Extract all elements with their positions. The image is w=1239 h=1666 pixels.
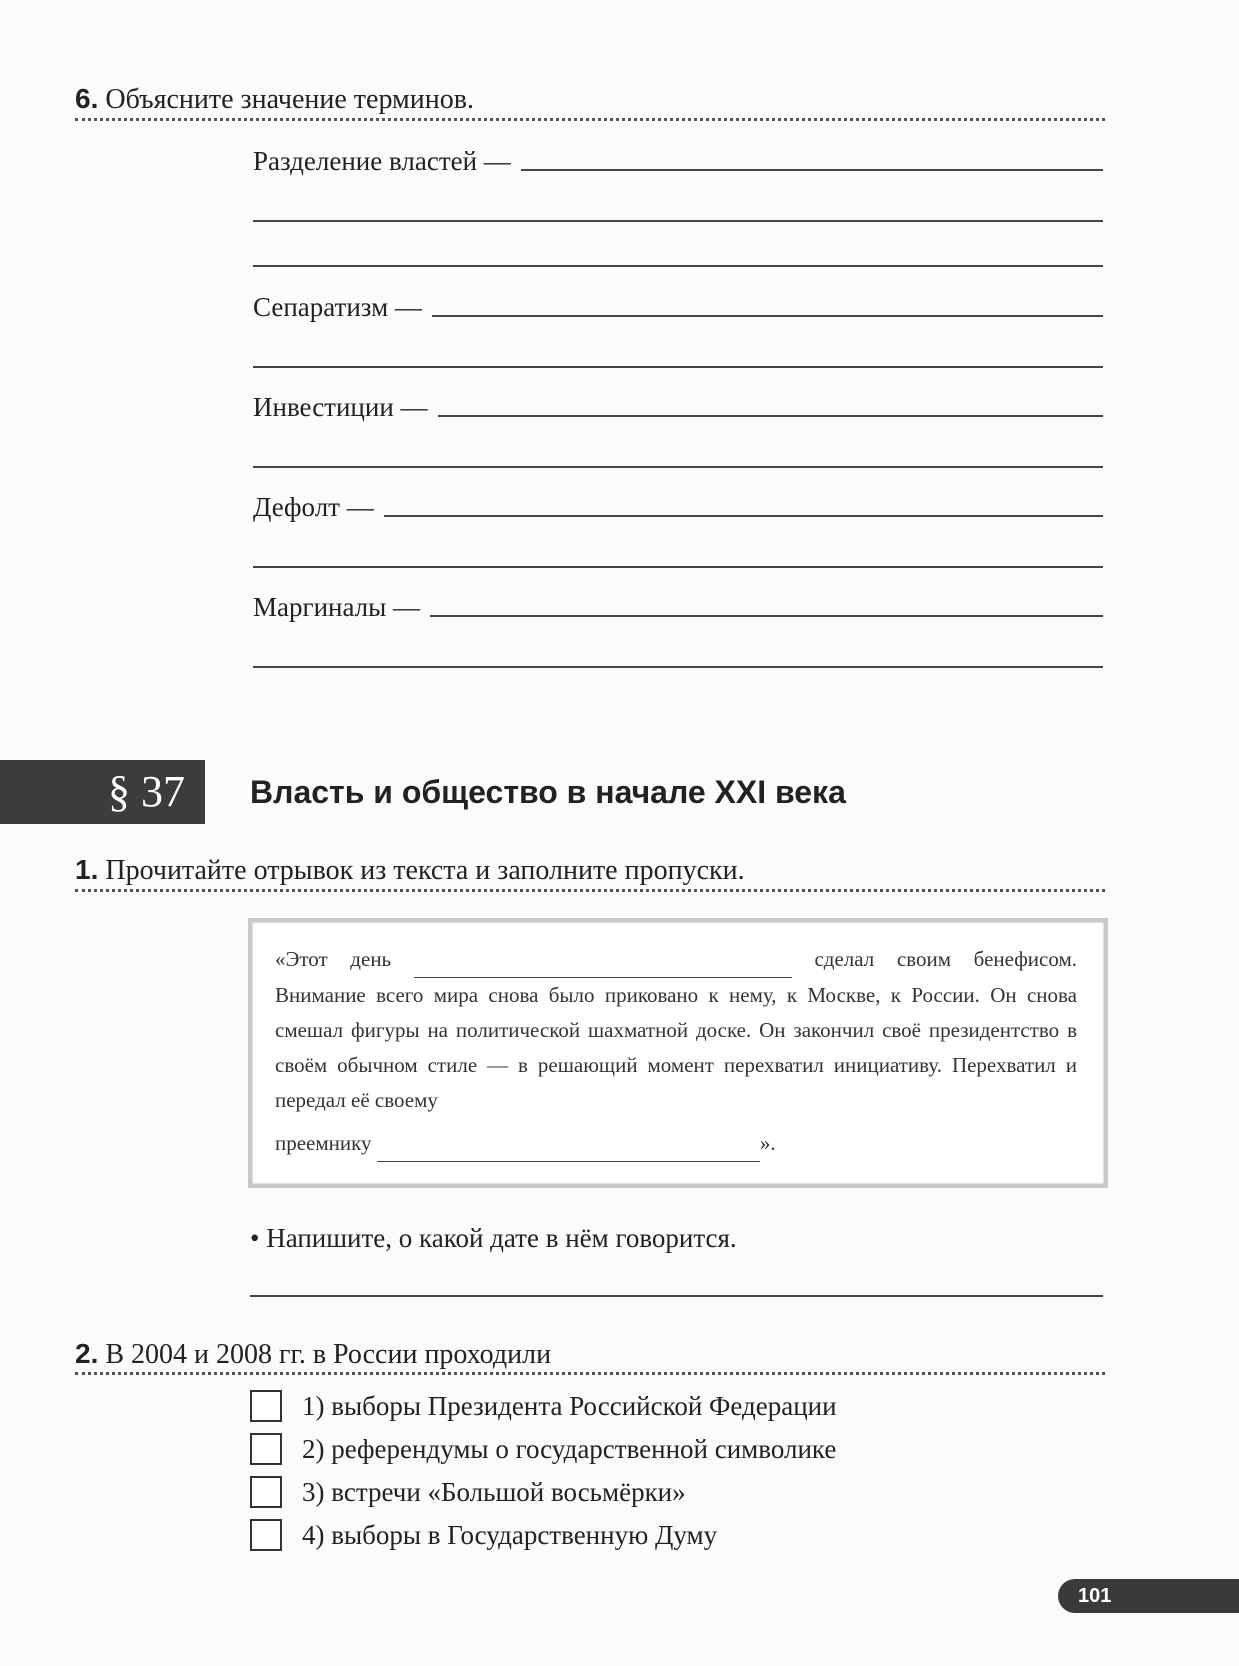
page-number: 101 <box>1058 1579 1239 1613</box>
option-row <box>250 1433 836 1465</box>
quote-last-word: преемнику <box>275 1131 372 1155</box>
bullet-icon: • <box>250 1223 260 1253</box>
quote-blank-1[interactable] <box>414 942 792 978</box>
dotted-divider <box>75 889 1105 892</box>
quote-start: «Этот день <box>275 947 392 971</box>
option-label: 4) выборы в Государственную Думу <box>302 1520 718 1550</box>
answer-line[interactable] <box>521 169 1103 171</box>
task-2-number: 2. <box>75 1338 99 1369</box>
option-label: 3) встречи «Большой восьмёрки» <box>302 1477 686 1507</box>
term-row <box>253 491 1103 523</box>
task-6-heading <box>75 82 474 117</box>
answer-line[interactable] <box>430 615 1103 617</box>
term-row <box>253 591 1103 623</box>
option-row <box>250 1390 837 1422</box>
answer-line[interactable] <box>438 415 1103 417</box>
option-checkbox[interactable] <box>250 1519 282 1551</box>
dotted-divider <box>75 118 1105 121</box>
quote-body: сделал своим бенефисом. Внимание всего мира снова было приковано к нему, к Москве, к России. Он снова смешал фигуры на политической шахматной доске. Он закончил своё президентство в своём обычном стиле — в решающий момент перехватил инициативу. Перехватил и передал её своему <box>275 947 1078 1112</box>
term-label: Маргиналы — <box>253 592 421 622</box>
task-1-heading <box>75 853 745 888</box>
answer-line[interactable] <box>253 366 1103 368</box>
quote-last-line <box>275 1126 1077 1162</box>
term-label: Разделение властей — <box>253 146 511 176</box>
dotted-divider <box>75 1372 1105 1375</box>
task-1-title: Прочитайте отрывок из текста и заполните пропуски. <box>105 855 745 886</box>
answer-line[interactable] <box>253 220 1103 222</box>
task-1-number: 1. <box>75 854 99 885</box>
section-badge: § 37 <box>0 760 205 824</box>
option-row <box>250 1519 717 1551</box>
answer-line[interactable] <box>384 515 1103 517</box>
option-checkbox[interactable] <box>250 1390 282 1422</box>
task-6-title: Объясните значение терминов. <box>105 84 474 115</box>
answer-line[interactable] <box>253 265 1103 267</box>
option-checkbox[interactable] <box>250 1433 282 1465</box>
answer-line[interactable] <box>250 1295 1103 1297</box>
task-2-title: В 2004 и 2008 гг. в России проходили <box>105 1339 552 1370</box>
answer-line[interactable] <box>253 566 1103 568</box>
bullet-question <box>250 1222 737 1254</box>
task-2-heading <box>75 1337 551 1372</box>
task-6-number: 6. <box>75 83 99 114</box>
answer-line[interactable] <box>253 466 1103 468</box>
quote-end: ». <box>759 1131 776 1155</box>
quote-blank-2[interactable] <box>377 1126 760 1162</box>
section-title: Власть и общество в начале XXI века <box>250 774 846 810</box>
term-label: Дефолт — <box>253 492 374 522</box>
option-label: 1) выборы Президента Российской Федерации <box>302 1391 837 1421</box>
answer-line[interactable] <box>432 315 1103 317</box>
term-row <box>253 391 1103 423</box>
answer-line[interactable] <box>253 666 1103 668</box>
term-row <box>253 291 1103 323</box>
term-row <box>253 145 1103 177</box>
option-checkbox[interactable] <box>250 1476 282 1508</box>
term-label: Сепаратизм — <box>253 292 422 322</box>
bullet-question-text: Напишите, о какой дате в нём говорится. <box>266 1223 737 1253</box>
option-label: 2) референдумы о государственной символике <box>302 1434 837 1464</box>
quote-text <box>275 942 1077 1162</box>
term-label: Инвестиции — <box>253 392 428 422</box>
option-row <box>250 1476 686 1508</box>
